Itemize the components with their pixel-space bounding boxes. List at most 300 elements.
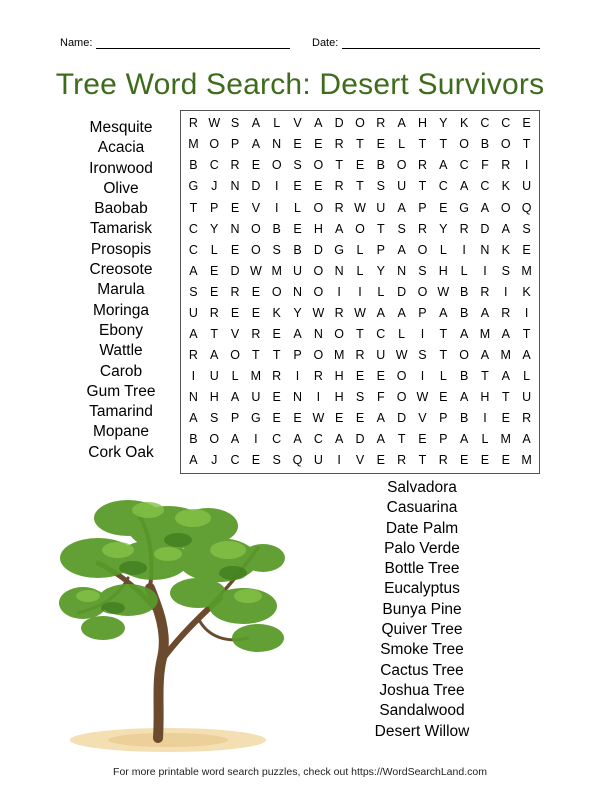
grid-cell[interactable]: W [312, 305, 325, 320]
grid-cell[interactable]: I [483, 263, 487, 278]
grid-cell[interactable]: K [522, 284, 531, 299]
grid-cell[interactable]: A [314, 116, 323, 131]
grid-cell[interactable]: D [397, 411, 407, 426]
grid-cell[interactable]: L [273, 116, 281, 131]
grid-cell[interactable]: L [294, 200, 301, 215]
grid-cell[interactable]: E [251, 284, 261, 299]
grid-cell[interactable]: E [501, 411, 510, 426]
grid-cell[interactable]: L [356, 242, 364, 257]
grid-cell[interactable]: I [337, 453, 341, 468]
grid-cell[interactable]: I [504, 284, 508, 299]
grid-cell[interactable]: K [501, 179, 510, 194]
grid-cell[interactable]: I [420, 368, 425, 383]
grid-cell[interactable]: N [480, 242, 490, 257]
grid-cell[interactable]: E [522, 116, 531, 131]
grid-cell[interactable]: B [459, 368, 469, 383]
grid-cell[interactable]: L [523, 368, 531, 383]
grid-cell[interactable]: K [459, 116, 469, 131]
grid-cell[interactable]: V [355, 453, 365, 468]
grid-cell[interactable]: O [355, 221, 365, 236]
grid-cell[interactable]: A [459, 390, 469, 405]
grid-cell[interactable]: Q [521, 200, 532, 215]
grid-cell[interactable]: B [459, 411, 469, 426]
grid-cell[interactable]: B [272, 221, 281, 236]
grid-cell[interactable]: N [293, 390, 303, 405]
grid-cell[interactable]: V [251, 200, 261, 215]
grid-cell[interactable]: O [313, 263, 324, 278]
grid-cell[interactable]: U [188, 305, 198, 320]
grid-cell[interactable]: L [398, 137, 406, 152]
grid-cell[interactable]: D [230, 263, 240, 278]
grid-cell[interactable]: O [251, 242, 261, 257]
grid-cell[interactable]: A [459, 432, 469, 447]
grid-cell[interactable]: A [293, 432, 302, 447]
grid-cell[interactable]: I [462, 242, 466, 257]
grid-cell[interactable]: O [209, 137, 220, 152]
grid-cell[interactable]: O [251, 221, 261, 236]
grid-cell[interactable]: L [460, 263, 468, 278]
grid-cell[interactable]: O [500, 137, 511, 152]
grid-cell[interactable]: E [230, 200, 240, 215]
grid-cell[interactable]: S [293, 158, 302, 173]
grid-cell[interactable]: C [376, 326, 386, 341]
grid-cell[interactable]: Y [439, 221, 448, 236]
grid-cell[interactable]: E [314, 137, 323, 152]
grid-cell[interactable]: A [376, 411, 385, 426]
grid-cell[interactable]: R [188, 347, 198, 362]
grid-cell[interactable]: N [272, 137, 282, 152]
grid-cell[interactable]: W [354, 305, 366, 320]
grid-cell[interactable]: M [521, 453, 532, 468]
grid-cell[interactable]: E [501, 453, 510, 468]
grid-cell[interactable]: F [481, 158, 489, 173]
grid-cell[interactable]: P [439, 432, 448, 447]
grid-cell[interactable]: P [230, 137, 240, 152]
grid-cell[interactable]: S [355, 390, 365, 405]
grid-cell[interactable]: N [188, 390, 198, 405]
grid-cell[interactable]: Y [439, 116, 448, 131]
grid-cell[interactable]: F [377, 390, 385, 405]
grid-cell[interactable]: T [356, 179, 364, 194]
grid-cell[interactable]: R [459, 221, 469, 236]
grid-cell[interactable]: Y [376, 263, 385, 278]
grid-cell[interactable]: R [334, 137, 344, 152]
grid-cell[interactable]: R [522, 411, 532, 426]
grid-cell[interactable]: O [417, 284, 428, 299]
grid-cell[interactable]: T [418, 137, 427, 152]
grid-cell[interactable]: G [188, 179, 199, 194]
grid-cell[interactable]: O [271, 284, 282, 299]
grid-cell[interactable]: R [188, 116, 198, 131]
grid-cell[interactable]: E [210, 263, 219, 278]
grid-cell[interactable]: I [274, 200, 279, 215]
grid-cell[interactable]: H [313, 221, 323, 236]
grid-cell[interactable]: W [416, 390, 429, 405]
grid-cell[interactable]: E [355, 158, 365, 173]
word-item: Tamarind [89, 403, 153, 421]
grid-cell[interactable]: L [356, 263, 364, 278]
grid-cell[interactable]: R [334, 305, 344, 320]
grid-cell[interactable]: T [481, 368, 489, 383]
grid-cell[interactable]: W [208, 116, 221, 131]
grid-cell[interactable]: R [501, 158, 511, 173]
grid-cell[interactable]: W [437, 284, 450, 299]
grid-cell[interactable]: E [210, 284, 219, 299]
grid-cell[interactable]: L [439, 368, 447, 383]
grid-cell[interactable]: S [230, 116, 240, 131]
grid-cell[interactable]: E [459, 453, 469, 468]
grid-cell[interactable]: C [313, 432, 323, 447]
grid-cell[interactable]: O [396, 390, 407, 405]
grid-cell[interactable]: A [376, 305, 385, 320]
grid-cell[interactable]: R [251, 326, 261, 341]
grid-cell[interactable]: H [209, 390, 219, 405]
grid-cell[interactable]: M [188, 137, 199, 152]
grid-cell[interactable]: C [480, 179, 490, 194]
grid-cell[interactable]: E [251, 158, 261, 173]
grid-cell[interactable]: O [396, 158, 407, 173]
grid-cell[interactable]: V [230, 326, 240, 341]
grid-cell[interactable]: W [312, 411, 325, 426]
grid-cell[interactable]: U [522, 179, 532, 194]
grid-cell[interactable]: D [251, 179, 261, 194]
grid-cell[interactable]: S [522, 221, 531, 236]
grid-cell[interactable]: L [439, 242, 447, 257]
grid-cell[interactable]: T [397, 432, 406, 447]
grid-cell[interactable]: A [501, 368, 510, 383]
grid-cell[interactable]: R [417, 221, 427, 236]
grid-cell[interactable]: B [376, 158, 385, 173]
grid-cell[interactable]: T [252, 347, 260, 362]
grid-cell[interactable]: L [377, 284, 385, 299]
grid-cell[interactable]: T [439, 137, 448, 152]
grid-cell[interactable]: A [376, 432, 385, 447]
grid-cell[interactable]: P [418, 305, 427, 320]
grid-cell[interactable]: C [459, 158, 469, 173]
grid-cell[interactable]: I [337, 284, 341, 299]
grid-cell[interactable]: A [522, 432, 531, 447]
grid-cell[interactable]: L [398, 326, 406, 341]
grid-cell[interactable]: T [189, 200, 198, 215]
grid-cell[interactable]: S [397, 221, 406, 236]
grid-cell[interactable]: A [189, 263, 198, 278]
grid-cell[interactable]: E [272, 326, 281, 341]
grid-cell[interactable]: L [231, 368, 239, 383]
grid-cell[interactable]: O [459, 137, 469, 152]
grid-cell[interactable]: E [355, 411, 365, 426]
grid-cell[interactable]: W [395, 347, 408, 362]
grid-cell[interactable]: D [313, 242, 323, 257]
grid-cell[interactable]: A [501, 221, 510, 236]
grid-cell[interactable]: B [480, 137, 490, 152]
grid-cell[interactable]: W [249, 263, 262, 278]
grid-cell[interactable]: E [376, 368, 385, 383]
grid-cell[interactable]: A [230, 432, 240, 447]
grid-cell[interactable]: I [316, 390, 321, 405]
grid-cell[interactable]: A [459, 179, 469, 194]
name-field[interactable] [60, 37, 290, 49]
grid-cell[interactable]: U [209, 368, 219, 383]
word-item: Prosopis [90, 240, 152, 258]
letter-grid[interactable] [180, 110, 540, 474]
grid-cell[interactable]: A [480, 305, 490, 320]
grid-cell[interactable]: B [459, 305, 469, 320]
grid-cell[interactable]: E [480, 453, 490, 468]
grid-cell[interactable]: C [438, 179, 448, 194]
grid-cell[interactable]: S [272, 453, 281, 468]
grid-cell[interactable]: H [334, 390, 344, 405]
grid-cell[interactable]: A [397, 200, 406, 215]
grid-cell[interactable]: E [230, 242, 240, 257]
grid-cell[interactable]: M [521, 263, 532, 278]
grid-cell[interactable]: R [230, 158, 240, 173]
grid-cell[interactable]: R [501, 305, 511, 320]
grid-cell[interactable]: I [254, 432, 258, 447]
grid-cell[interactable]: C [480, 116, 490, 131]
grid-cell[interactable]: O [459, 347, 469, 362]
name-line[interactable] [96, 37, 290, 49]
grid-cell[interactable]: O [209, 432, 220, 447]
grid-cell[interactable]: J [211, 179, 218, 194]
grid-cell[interactable]: J [211, 453, 218, 468]
grid-cell[interactable]: S [418, 347, 427, 362]
grid-cell[interactable]: U [397, 179, 407, 194]
grid-cell[interactable]: O [313, 200, 324, 215]
grid-cell[interactable]: A [522, 347, 531, 362]
grid-cell[interactable]: A [459, 326, 469, 341]
grid-cell[interactable]: N [313, 326, 323, 341]
grid-cell[interactable]: E [293, 411, 302, 426]
grid-cell[interactable]: R [272, 368, 282, 383]
grid-cell[interactable]: C [209, 158, 219, 173]
grid-cell[interactable]: I [358, 284, 362, 299]
grid-cell[interactable]: E [272, 390, 281, 405]
grid-cell[interactable]: E [293, 137, 302, 152]
grid-cell[interactable]: N [293, 284, 303, 299]
grid-cell[interactable]: V [293, 116, 302, 131]
grid-cell[interactable]: A [397, 305, 406, 320]
grid-cell[interactable]: D [397, 284, 407, 299]
grid-cell[interactable]: A [251, 116, 261, 131]
grid-cell[interactable]: M [500, 432, 511, 447]
grid-cell[interactable]: U [293, 263, 303, 278]
grid-cell[interactable]: R [355, 347, 365, 362]
grid-cell[interactable]: P [439, 411, 448, 426]
grid-cell[interactable]: R [397, 453, 407, 468]
grid-cell[interactable]: R [417, 158, 427, 173]
grid-cell[interactable]: P [418, 200, 427, 215]
grid-cell[interactable]: A [501, 326, 510, 341]
grid-cell[interactable]: T [418, 179, 427, 194]
grid-cell[interactable]: E [293, 221, 302, 236]
grid-cell[interactable]: G [459, 200, 469, 215]
grid-cell[interactable]: O [230, 347, 240, 362]
grid-cell[interactable]: O [355, 116, 365, 131]
grid-cell[interactable]: S [210, 411, 219, 426]
grid-cell[interactable]: O [313, 284, 324, 299]
grid-cell[interactable]: P [293, 347, 302, 362]
grid-cell[interactable]: A [251, 137, 261, 152]
grid-cell[interactable]: I [524, 305, 529, 320]
grid-cell[interactable]: I [295, 368, 300, 383]
grid-cell[interactable]: E [251, 453, 261, 468]
grid-cell[interactable]: M [500, 347, 511, 362]
grid-cell[interactable]: O [334, 326, 345, 341]
grid-cell[interactable]: R [334, 179, 344, 194]
word-item: Desert Willow [374, 722, 470, 740]
grid-cell[interactable]: B [459, 284, 469, 299]
grid-cell[interactable]: O [500, 200, 511, 215]
grid-cell[interactable]: T [501, 390, 510, 405]
word-item: Creosote [89, 261, 153, 279]
grid-cell[interactable]: M [479, 326, 491, 341]
grid-cell[interactable]: U [376, 347, 386, 362]
grid-cell[interactable]: A [480, 347, 490, 362]
grid-cell[interactable]: H [480, 390, 490, 405]
grid-cell[interactable]: U [251, 390, 261, 405]
grid-cell[interactable]: R [376, 116, 386, 131]
grid-cell[interactable]: P [210, 200, 219, 215]
grid-cell[interactable]: T [439, 347, 448, 362]
grid-cell[interactable]: A [189, 453, 198, 468]
grid-cell[interactable]: Y [293, 305, 302, 320]
date-line[interactable] [342, 37, 540, 49]
grid-cell[interactable]: L [481, 432, 489, 447]
grid-cell[interactable]: I [420, 326, 425, 341]
grid-cell[interactable]: G [251, 411, 261, 426]
grid-cell[interactable]: S [376, 179, 385, 194]
grid-cell[interactable]: R [438, 453, 448, 468]
grid-cell[interactable]: K [272, 305, 281, 320]
grid-cell[interactable]: T [377, 221, 385, 236]
grid-cell[interactable]: A [397, 116, 406, 131]
grid-cell[interactable]: I [483, 411, 487, 426]
grid-cell[interactable]: U [376, 200, 386, 215]
grid-cell[interactable]: N [334, 263, 344, 278]
grid-cell[interactable]: O [313, 347, 324, 362]
grid-cell[interactable]: P [376, 242, 385, 257]
grid-cell[interactable]: E [376, 453, 385, 468]
grid-cell[interactable]: Q [292, 453, 303, 468]
grid-cell[interactable]: M [333, 347, 345, 362]
grid-cell[interactable]: B [189, 158, 198, 173]
grid-cell[interactable]: E [251, 305, 261, 320]
grid-cell[interactable]: B [189, 432, 198, 447]
grid-cell[interactable]: A [189, 411, 198, 426]
grid-cell[interactable]: T [418, 453, 427, 468]
grid-cell[interactable]: C [230, 453, 240, 468]
grid-cell[interactable]: A [230, 390, 240, 405]
grid-cell[interactable]: S [501, 263, 510, 278]
grid-cell[interactable]: L [210, 242, 218, 257]
grid-cell[interactable]: H [417, 116, 427, 131]
grid-cell[interactable]: O [271, 158, 282, 173]
grid-cell[interactable]: A [189, 326, 198, 341]
grid-cell[interactable]: N [230, 179, 240, 194]
grid-cell[interactable]: T [356, 326, 364, 341]
grid-cell[interactable]: A [334, 221, 344, 236]
grid-cell[interactable]: A [480, 200, 490, 215]
grid-cell[interactable]: R [334, 200, 344, 215]
grid-cell[interactable]: E [439, 390, 448, 405]
grid-cell[interactable]: A [439, 305, 448, 320]
grid-cell[interactable]: I [524, 158, 529, 173]
grid-cell[interactable]: W [354, 200, 366, 215]
grid-cell[interactable]: R [313, 368, 323, 383]
grid-cell[interactable]: H [334, 368, 344, 383]
date-field[interactable] [312, 37, 540, 49]
grid-cell[interactable]: V [418, 411, 427, 426]
grid-cell[interactable]: D [334, 116, 344, 131]
grid-cell[interactable]: E [272, 411, 281, 426]
grid-cell[interactable]: U [522, 390, 532, 405]
grid-cell[interactable]: T [522, 326, 531, 341]
grid-cell[interactable]: T [439, 326, 448, 341]
grid-cell[interactable]: H [438, 263, 448, 278]
grid-cell[interactable]: E [522, 242, 531, 257]
grid-cell[interactable]: E [418, 432, 427, 447]
grid-cell[interactable]: I [274, 179, 279, 194]
grid-cell[interactable]: C [188, 221, 198, 236]
grid-cell[interactable]: M [271, 263, 282, 278]
grid-cell[interactable]: A [439, 158, 448, 173]
grid-cell[interactable]: E [314, 179, 323, 194]
grid-cell[interactable]: C [501, 116, 511, 131]
grid-cell[interactable]: S [272, 242, 281, 257]
grid-cell[interactable]: O [396, 368, 407, 383]
grid-cell[interactable]: T [272, 347, 281, 362]
grid-cell[interactable]: A [334, 432, 344, 447]
grid-cell[interactable]: E [355, 368, 365, 383]
grid-cell[interactable]: S [418, 263, 427, 278]
grid-cell[interactable]: T [522, 137, 531, 152]
grid-cell[interactable]: O [417, 242, 428, 257]
grid-cell[interactable]: D [480, 221, 490, 236]
grid-cell[interactable]: C [272, 432, 282, 447]
grid-cell[interactable]: U [313, 453, 323, 468]
grid-cell[interactable]: G [334, 242, 345, 257]
grid-cell[interactable]: E [293, 179, 302, 194]
grid-cell[interactable]: A [210, 347, 219, 362]
grid-cell[interactable]: C [188, 242, 198, 257]
grid-cell[interactable]: E [334, 411, 344, 426]
grid-cell[interactable]: E [439, 200, 448, 215]
grid-cell[interactable]: E [376, 137, 385, 152]
grid-cell[interactable]: R [230, 284, 240, 299]
grid-cell[interactable]: I [191, 368, 196, 383]
grid-cell[interactable]: T [210, 326, 219, 341]
grid-cell[interactable]: M [250, 368, 262, 383]
word-item: Mesquite [89, 119, 153, 136]
grid-cell[interactable]: A [397, 242, 406, 257]
grid-cell[interactable]: D [355, 432, 365, 447]
grid-cell[interactable]: E [230, 305, 240, 320]
grid-cell[interactable]: A [293, 326, 302, 341]
grid-cell[interactable]: T [356, 137, 364, 152]
grid-cell[interactable]: O [313, 158, 324, 173]
grid-cell[interactable]: B [293, 242, 302, 257]
grid-cell[interactable]: Y [210, 221, 219, 236]
grid-cell[interactable]: T [335, 158, 343, 173]
grid-cell[interactable]: P [230, 411, 240, 426]
grid-cell[interactable]: N [397, 263, 407, 278]
grid-cell[interactable]: R [209, 305, 219, 320]
grid-cell[interactable]: N [230, 221, 240, 236]
grid-cell[interactable]: S [189, 284, 198, 299]
grid-cell[interactable]: K [501, 242, 510, 257]
word-item: Sandalwood [379, 702, 465, 720]
grid-cell[interactable]: R [480, 284, 490, 299]
